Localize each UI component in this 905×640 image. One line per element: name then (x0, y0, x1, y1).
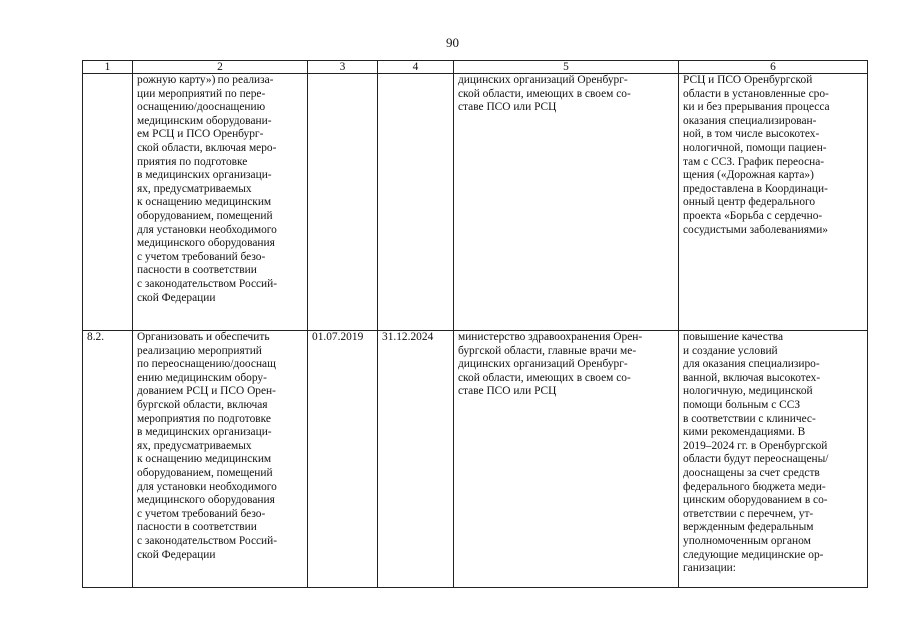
row-number-cell (83, 74, 133, 331)
column-header-5: 5 (454, 61, 679, 74)
result-cell: РСЦ и ПСО Оренбургской области в установленные сро- ки и без прерывания процесса оказания специализирован- ной, в том числе высокотех- нологичной, помощи пациен- там с ССЗ. График переосна- щения («Дорожная карта») предоставлена в Координаци- онный центр федерального проекта «Борьба с сердечно- сосудистыми заболеваниями» (679, 74, 868, 331)
action-cell: Организовать и обеспечить реализацию мероприятий по переоснащению/дооснащ ению медицинским обору- дованием РСЦ и ПСО Орен- бургской области, включая мероприятия по подготовке в медицинских организаци- ях, предусматриваемых к оснащению медицинским оборудованием, помещений для установки необходимого медицинского оборудования с учетом требований безо- пасности в соответствии с законодательством Россий- ской Федерации (133, 331, 308, 588)
action-cell: рожную карту») по реализа- ции мероприятий по пере- оснащению/дооснащению медицинским оборудовани- ем РСЦ и ПСО Оренбург- ской области, включая меро- приятия по подготовке в медицинских организаци- ях, предусматриваемых к оснащению медицинским оборудованием, помещений для установки необходимого медицинского оборудования с учетом требований безо- пасности в соответствии с законодательством Россий- ской Федерации (133, 74, 308, 331)
row-number-cell: 8.2. (83, 331, 133, 588)
start-date-cell (308, 74, 378, 331)
start-date-cell: 01.07.2019 (308, 331, 378, 588)
table-row (83, 74, 868, 331)
table-header-row (83, 61, 868, 74)
responsible-cell: дицинских организаций Оренбург- ской области, имеющих в своем со- ставе ПСО или РСЦ (454, 74, 679, 331)
column-header-1: 1 (83, 61, 133, 74)
result-cell: повышение качества и создание условий для оказания специализиро- ванной, включая высокотех- нологичную, медицинской помощи больным с ССЗ в соответствии с клиничес- кими рекомендациями. В 2019–2024 гг. в Оренбургской области будут переоснащены/ дооснащены за счет средств федерального бюджета меди- цинским оборудованием в со- ответствии с перечнем, ут- вержденным федеральным уполномоченным органом следующие медицинские ор- ганизации: (679, 331, 868, 588)
column-header-6: 6 (679, 61, 868, 74)
end-date-cell: 31.12.2024 (378, 331, 454, 588)
column-header-2: 2 (133, 61, 308, 74)
column-header-4: 4 (378, 61, 454, 74)
plan-table (82, 60, 868, 588)
page-number: 90 (446, 35, 459, 50)
end-date-cell (378, 74, 454, 331)
column-header-3: 3 (308, 61, 378, 74)
responsible-cell: министерство здравоохранения Орен- бургской области, главные врачи ме- дицинских организаций Оренбург- ской области, имеющих в своем со- ставе ПСО или РСЦ (454, 331, 679, 588)
table-row (83, 331, 868, 588)
